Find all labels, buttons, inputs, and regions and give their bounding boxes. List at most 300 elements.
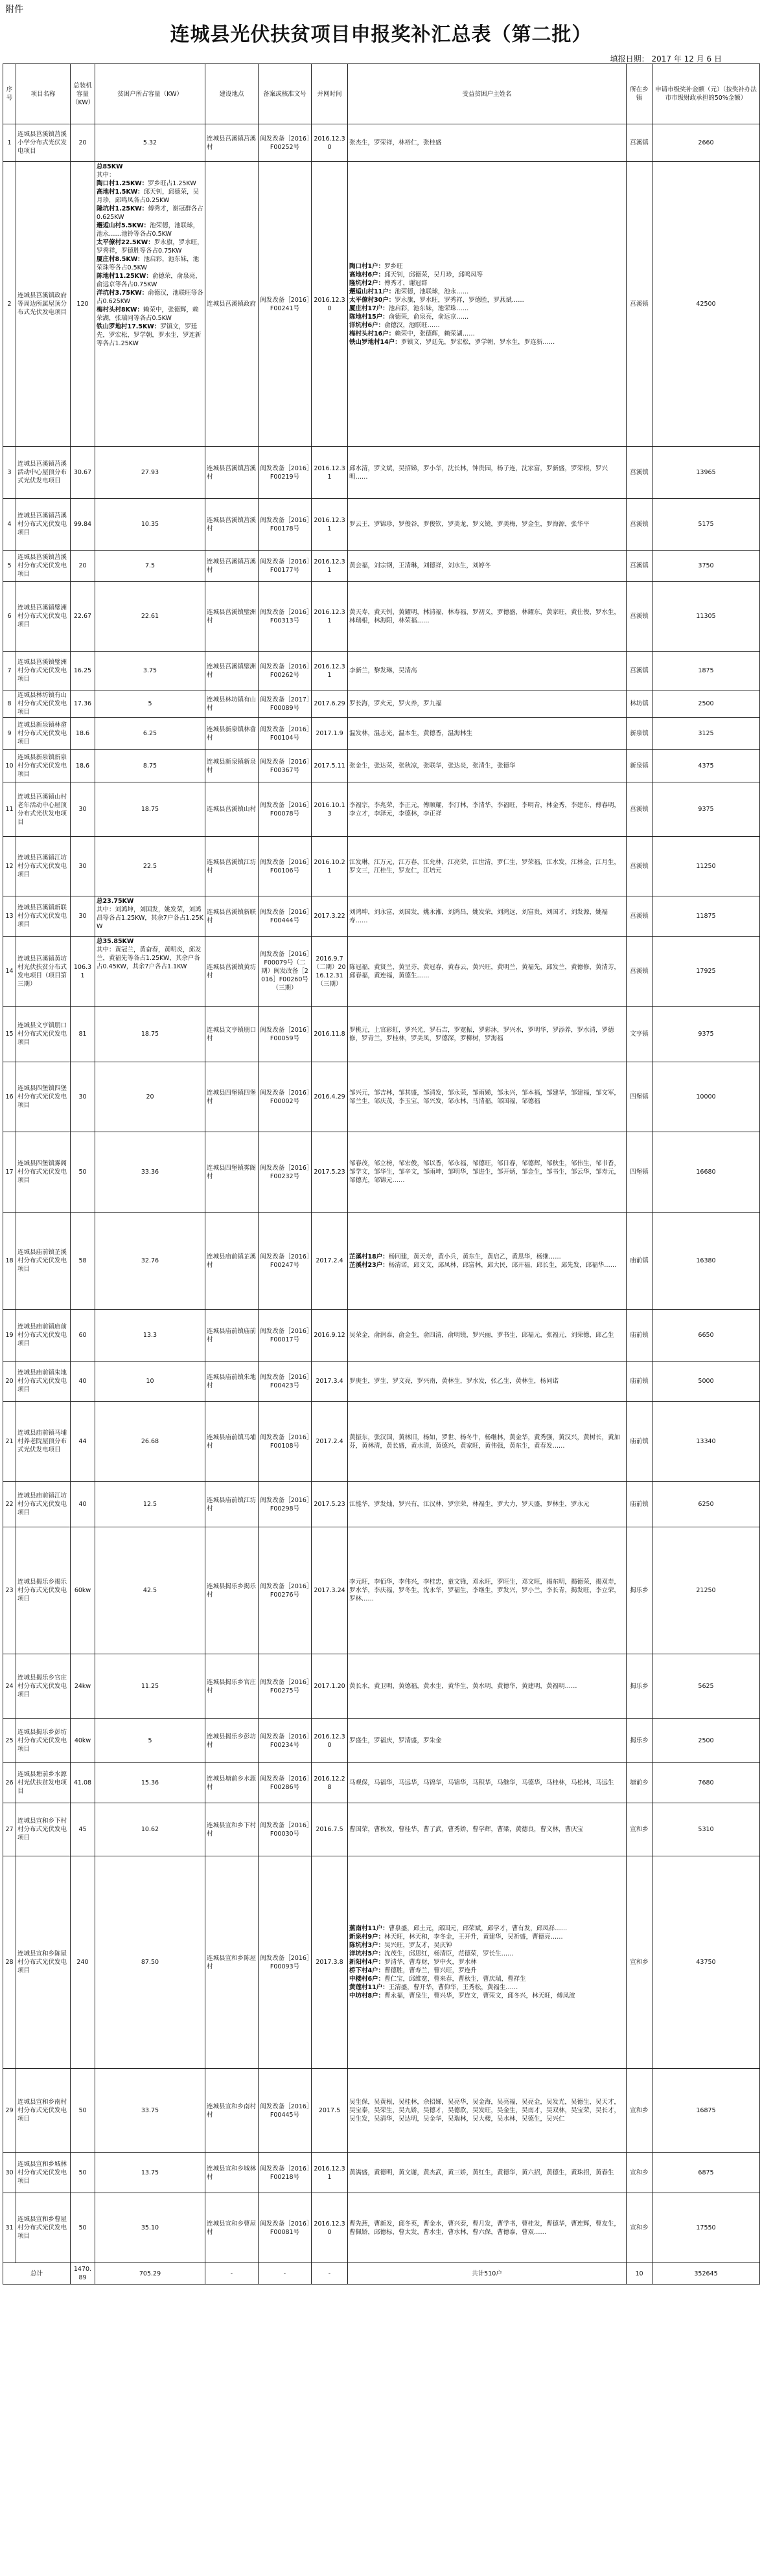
table-row — [3, 1213, 760, 1310]
cell-no: 6 — [3, 582, 16, 652]
cell-name: 连城县莒溪镇莒溪村分布式光伏发电项目 — [16, 499, 71, 551]
table-row — [3, 652, 760, 690]
cell-capacity: 16.25 — [71, 652, 95, 690]
rich-line — [349, 1253, 625, 1261]
table-row — [3, 1527, 760, 1654]
cell-no: 29 — [3, 2069, 16, 2153]
cell-filing: 闽发改备［2016］F00423号 — [259, 1362, 312, 1402]
cell-subsidy: 6650 — [652, 1310, 760, 1362]
cell-name: 连城县揭乐乡彭坊村分布式光伏发电项目 — [16, 1719, 71, 1763]
rich-line-text: 罗镇文，罗廷先，罗宏松，罗学朝，罗水生，罗连新等各占1.25KW — [97, 323, 202, 347]
cell-capacity: 50 — [71, 1132, 95, 1213]
cell-subsidy: 9375 — [652, 1007, 760, 1062]
cell-grid: 2016.10.13 — [312, 782, 348, 837]
rich-line — [97, 188, 203, 205]
cell-no: 11 — [3, 782, 16, 837]
cell-filing: 闽发改备［2016］F00093号 — [259, 1856, 312, 2069]
rich-line-text: 罗永旗，罗水旺，罗秀祥，罗德胜，罗燕斌…… — [395, 296, 524, 304]
cell-subsidy: 21250 — [652, 1527, 760, 1654]
table-row — [3, 162, 760, 447]
cell-subsidy: 9375 — [652, 782, 760, 837]
cell-name: 连城县庙前镇马埔村养老院屋顶分布式光伏发电项目 — [16, 1402, 71, 1482]
header-no: 序号 — [3, 64, 16, 124]
cell-capacity: 58 — [71, 1213, 95, 1310]
cell-town: 庙前镇 — [627, 1310, 652, 1362]
cell-town: 宣和乡 — [627, 1856, 652, 2069]
cell-subsidy: 43750 — [652, 1856, 760, 2069]
cell-site: 连城县莒溪镇莒溪村 — [205, 499, 259, 551]
cell-grid: 2017.5.23 — [312, 1132, 348, 1213]
rich-line-heading: 洋坑村6户： — [349, 321, 385, 329]
table-row — [3, 2069, 760, 2153]
cell-name: 连城县宣和乡城林村分布式光伏发电项目 — [16, 2153, 71, 2193]
cell-subsidy: 16380 — [652, 1213, 760, 1310]
cell-filing: 闽发改备［2016］F00241号 — [259, 162, 312, 447]
rich-line-heading: 铁山罗地村17.5KW： — [97, 323, 161, 330]
rich-line — [349, 271, 625, 279]
cell-subsidy: 2500 — [652, 1719, 760, 1763]
cell-capacity: 45 — [71, 1803, 95, 1856]
rich-line-heading: 总23.75KW — [97, 898, 134, 905]
rich-line-heading: 洋坑村3.75KW： — [97, 290, 148, 297]
cell-town: 揭乐乡 — [627, 1654, 652, 1719]
cell-capacity: 120 — [71, 162, 95, 447]
cell-share: 13.3 — [95, 1310, 205, 1362]
cell-subsidy: 11875 — [652, 896, 760, 937]
cell-households: 罗庚生，罗生，罗文亮，罗兴南，黄林生，罗水发，张乙生，黄林生，杨同诺 — [348, 1362, 627, 1402]
cell-share: 7.5 — [95, 551, 205, 582]
cell-no: 19 — [3, 1310, 16, 1362]
cell-town: 莒溪镇 — [627, 447, 652, 499]
table-row — [3, 124, 760, 162]
cell-share: 10.35 — [95, 499, 205, 551]
cell-site: 连城县莒溪镇莒溪村 — [205, 124, 259, 162]
cell-subsidy: 6250 — [652, 1482, 760, 1527]
cell-town: 莒溪镇 — [627, 582, 652, 652]
cell-site: 连城县宣和乡曹屋村 — [205, 2193, 259, 2263]
cell-grid: 2016.12.31 — [312, 582, 348, 652]
cell-grid: 2016.12.31 — [312, 499, 348, 551]
cell-name: 连城县四堡镇雾阁村分布式光伏发电项目 — [16, 1132, 71, 1213]
rich-line-text: 邱天钊，邱德荣，吴月珍，邱鸣凤等 — [384, 271, 483, 279]
cell-town: 莒溪镇 — [627, 782, 652, 837]
cell-households: 张金生，张达荣，张秋凉，张联华，张达炎，张清生，张德华 — [348, 750, 627, 782]
cell-name: 连城县莒溪镇莒溪活动中心屋顶分布式光伏发电项目 — [16, 447, 71, 499]
cell-no: 24 — [3, 1654, 16, 1719]
header-share: 贫困户所占容量（KW） — [95, 64, 205, 124]
table-row — [3, 1719, 760, 1763]
cell-name: 连城县莒溪镇山村老年活动中心屋顶分布式光伏发电项目 — [16, 782, 71, 837]
rich-line-text: 俞德荣，俞泉亮，俞远京等各占0.75KW — [97, 273, 202, 288]
table-row — [3, 1310, 760, 1362]
cell-subsidy: 5175 — [652, 499, 760, 551]
table-row — [3, 1132, 760, 1213]
cell-capacity: 60 — [71, 1310, 95, 1362]
cell-subsidy: 1875 — [652, 652, 760, 690]
cell-town: 庙前镇 — [627, 1213, 652, 1310]
cell-filing: 闽发改备［2016］F00234号 — [259, 1719, 312, 1763]
cell-subsidy: 5310 — [652, 1803, 760, 1856]
rich-line-text: 罗乡旺占1.25KW — [148, 180, 196, 187]
cell-name: 连城县莒溪镇黄坊村光伏扶贫分布式发电项目（项目第三期） — [16, 937, 71, 1007]
rich-line-heading: 陈地村11.25KW： — [97, 273, 152, 280]
cell-subsidy: 6875 — [652, 2153, 760, 2193]
cell-grid: 2017.5 — [312, 2069, 348, 2153]
cell-no: 16 — [3, 1062, 16, 1132]
cell-capacity: 20 — [71, 124, 95, 162]
rich-line-text: 吴兴旺，罗友才，吴庆钟 — [384, 1942, 452, 1949]
cell-households: 李元旺，李佰华，李伟兴，李桂忠，童文锋，邓永旺，罗旺生，邓文旺，揭东明，揭德荣，揭双寿，罗水华，李庆福，罗冬生，沈永华，罗福生，李继生，罗发兴，罗小兰，李长青，揭发旺，李立荣，罗林…… — [348, 1527, 627, 1654]
cell-filing: 闽发改备［2016］F00275号 — [259, 1654, 312, 1719]
cell-subsidy: 5000 — [652, 1362, 760, 1402]
rich-line — [97, 272, 203, 289]
cell-filing: 闽发改备［2016］F00232号 — [259, 1132, 312, 1213]
cell-capacity: 18.6 — [71, 750, 95, 782]
cell-subsidy: 16875 — [652, 2069, 760, 2153]
cell-name: 连城县新泉镇林畲村分布式光伏发电项目 — [16, 718, 71, 750]
cell-site: 连城县宣和乡下村村 — [205, 1803, 259, 1856]
cell-subsidy: 17550 — [652, 2193, 760, 2263]
total-label: 总计 — [3, 2263, 71, 2285]
cell-town: 新泉镇 — [627, 718, 652, 750]
cell-share — [95, 937, 205, 1007]
cell-households: 李福宗，李兆荣，李正元，傅顺耀，李汀林，李清华，李福旺，李明青，林金秀，李建东，傅春明，李立才，李泽元，李德林，李正祥 — [348, 782, 627, 837]
cell-name: 连城县文亨镇朋口村分布式光伏发电项目 — [16, 1007, 71, 1062]
table-row — [3, 582, 760, 652]
cell-no: 27 — [3, 1803, 16, 1856]
cell-grid: 2017.3.22 — [312, 896, 348, 937]
cell-site: 连城县莒溪镇江坊村 — [205, 837, 259, 896]
cell-no: 7 — [3, 652, 16, 690]
cell-grid: 2017.5.11 — [312, 750, 348, 782]
cell-town: 塘前乡 — [627, 1763, 652, 1803]
table-body — [3, 124, 760, 2263]
cell-share: 8.75 — [95, 750, 205, 782]
rich-line — [349, 330, 625, 338]
rich-line — [349, 262, 625, 271]
cell-grid: 2016.10.21 — [312, 837, 348, 896]
total-grid: - — [312, 2263, 348, 2285]
cell-capacity: 50 — [71, 2153, 95, 2193]
cell-site: 连城县莒溪镇莒溪村 — [205, 447, 259, 499]
rich-line-text: 其中：黄冠兰，黄奋春，黄明炎，邱发兰，黄福先等各占1.25KW，其余户各占0.45KW，其余7户各占1.1KW — [97, 946, 202, 970]
cell-grid: 2016.12.30 — [312, 2193, 348, 2263]
table-row — [3, 937, 760, 1007]
cell-share: 20 — [95, 1062, 205, 1132]
rich-line-text: 罗清华，曹寿财，罗中火，罗水林 — [384, 1959, 477, 1966]
cell-households: 马观保，马福华，马远华，马锦华，马锦华，马积华，马继华，马德华，马桂林，马松林，马远生 — [348, 1763, 627, 1803]
header-filing: 备案或核准文号 — [259, 64, 312, 124]
cell-town: 宣和乡 — [627, 1803, 652, 1856]
cell-site: 连城县揭乐乡官庄村 — [205, 1654, 259, 1719]
cell-name: 连城县莒溪镇新联村分布式光伏发电项目 — [16, 896, 71, 937]
cell-name: 连城县宣和乡下村村分布式光伏发电项目 — [16, 1803, 71, 1856]
page-title: 连城县光伏扶贫项目申报奖补汇总表（第二批） — [170, 23, 592, 46]
rich-line-text: 罗镇文，罗廷先，罗宏松，罗学朝，罗水生，罗连新…… — [400, 338, 555, 346]
table-row — [3, 447, 760, 499]
cell-households: 罗盛生，罗福庆，罗清盛，罗朱金 — [348, 1719, 627, 1763]
rich-line-heading: 太平僚村30户： — [349, 296, 395, 304]
cell-households: 邹春茂，邹立榜，邹宏俊，邹以香，邹永福，邹德旺，邹日春，邹德辉，邹秋生，邹伟生，邹书香，邹学文，邹华生，邹辛文，邹雨坤，邹明华，邹进生，邹开炳，邹金生，邹书生，邹云华，邹寿元，邹德光，邹锦元…… — [348, 1132, 627, 1213]
rich-line — [97, 163, 203, 171]
cell-no: 10 — [3, 750, 16, 782]
cell-town: 莒溪镇 — [627, 124, 652, 162]
cell-share: 5.32 — [95, 124, 205, 162]
cell-site: 连城县宣和乡城林村 — [205, 2153, 259, 2193]
cell-capacity: 240 — [71, 1856, 95, 2069]
cell-share: 33.75 — [95, 2069, 205, 2153]
cell-no: 20 — [3, 1362, 16, 1402]
cell-subsidy: 13965 — [652, 447, 760, 499]
cell-grid: 2017.1.9 — [312, 718, 348, 750]
rich-line-heading: 梅村头村8KW： — [97, 306, 143, 313]
cell-name: 连城县塘前乡水源村光伏扶贫发电项目 — [16, 1763, 71, 1803]
cell-share: 35.10 — [95, 2193, 205, 2263]
rich-line-text: 池荣德，池联球，池永……池铃等各占0.5KW — [97, 222, 200, 238]
table-row — [3, 1654, 760, 1719]
header-grid: 并网时间 — [312, 64, 348, 124]
table-row — [3, 1062, 760, 1132]
rich-line-heading: 隆坑村2户： — [349, 279, 385, 287]
rich-line-heading: 陈坑村3户： — [349, 1942, 385, 1949]
cell-no: 15 — [3, 1007, 16, 1062]
rich-line-heading: 中坊村8户： — [349, 1992, 385, 2000]
cell-site: 连城县莒溪镇莒溪村 — [205, 551, 259, 582]
cell-site: 连城县庙前镇朱地村 — [205, 1362, 259, 1402]
rich-line-text: 俞德荣，俞泉亮，俞远京…… — [388, 313, 469, 321]
rich-line — [97, 179, 203, 188]
cell-grid: 2016.12.31 — [312, 652, 348, 690]
rich-line-text: 林天旺，林天和，李冬金，王开升，黄建华，吴祈盛，曹德亮…… — [384, 1933, 563, 1941]
rich-line-text: 杨清诺，邱文文，邱凤林，邱富林，邱大民，邱开福，邱长生，邱先发，邱福华…… — [388, 1261, 617, 1269]
rich-line-heading: 梅村头村16户： — [349, 330, 395, 337]
table-row — [3, 2193, 760, 2263]
cell-filing: 闽发改备［2016］F00367号 — [259, 750, 312, 782]
rich-line — [349, 1958, 625, 1966]
cell-grid: 2017.3.8 — [312, 1856, 348, 2069]
table-row — [3, 837, 760, 896]
rich-line-heading: 陶口村1.25KW： — [97, 180, 148, 187]
cell-filing: 闽发改备［2016］F00252号 — [259, 124, 312, 162]
table-row — [3, 690, 760, 718]
rich-line-heading: 芷溪村23户： — [349, 1261, 389, 1269]
cell-no: 9 — [3, 718, 16, 750]
header-site: 建设地点 — [205, 64, 259, 124]
rich-line-heading: 厦庄村8.5KW： — [97, 256, 144, 263]
cell-filing: 闽发改备［2017］F00089号 — [259, 690, 312, 718]
table-row — [3, 1402, 760, 1482]
cell-name: 连城县莒溪镇璧洲村分布式光伏发电项目 — [16, 582, 71, 652]
cell-share: 27.93 — [95, 447, 205, 499]
cell-capacity: 81 — [71, 1007, 95, 1062]
cell-capacity: 40 — [71, 1362, 95, 1402]
rich-line-text: 其中： — [97, 172, 115, 179]
rich-line — [349, 1924, 625, 1933]
table-row — [3, 1763, 760, 1803]
rich-line-text: 赖荣中，张德辉，赖荣湖…… — [395, 330, 475, 337]
header-subsidy: 申请市级奖补金额（元）（按奖补办法市市级财政承担的50%金额） — [652, 64, 760, 124]
cell-share: 5 — [95, 690, 205, 718]
cell-share — [95, 162, 205, 447]
cell-share: 42.5 — [95, 1527, 205, 1654]
cell-share — [95, 896, 205, 937]
table-row — [3, 1803, 760, 1856]
cell-households: 曹国荣，曹秋发，曹桂华，曹了武，曹秀娇，曹学辉，曹梁，黄德良，曹文林，曹庆宝 — [348, 1803, 627, 1856]
cell-households — [348, 1856, 627, 2069]
cell-subsidy: 42500 — [652, 162, 760, 447]
cell-share: 87.50 — [95, 1856, 205, 2069]
cell-filing: 闽发改备［2016］F00081号 — [259, 2193, 312, 2263]
cell-no: 22 — [3, 1482, 16, 1527]
cell-no: 8 — [3, 690, 16, 718]
rich-line — [97, 937, 203, 946]
cell-site: 连城县莒溪镇政府 — [205, 162, 259, 447]
cell-town: 莒溪镇 — [627, 162, 652, 447]
cell-grid: 2017.6.29 — [312, 690, 348, 718]
cell-share: 26.68 — [95, 1402, 205, 1482]
cell-filing: 闽发改备［2016］F00106号 — [259, 837, 312, 896]
table-row — [3, 750, 760, 782]
header-households: 受益贫困户主姓名 — [348, 64, 627, 124]
table-row — [3, 1856, 760, 2069]
cell-filing: 闽发改备［2016］F00276号 — [259, 1527, 312, 1654]
rich-line-heading: 蕉南村11户： — [349, 1925, 389, 1932]
rich-line-heading: 黄莲村11户： — [349, 1984, 389, 1991]
rich-line — [97, 289, 203, 306]
cell-capacity: 30 — [71, 837, 95, 896]
cell-site: 连城县庙前镇芷溪村 — [205, 1213, 259, 1310]
cell-share: 5 — [95, 1719, 205, 1763]
cell-town: 文亨镇 — [627, 1007, 652, 1062]
rich-line-heading: 厦庄村17户： — [349, 304, 389, 312]
cell-no: 30 — [3, 2153, 16, 2193]
cell-share: 10 — [95, 1362, 205, 1402]
cell-filing: 闽发改备［2016］F00108号 — [259, 1402, 312, 1482]
cell-households: 李新兰，黎发琳，吴清高 — [348, 652, 627, 690]
rich-line-heading: 芷溪村18户： — [349, 1253, 389, 1260]
rich-line-heading: 洋坑村5户： — [349, 1950, 385, 1957]
rich-line-heading: 总85KW — [97, 163, 123, 170]
rich-line-heading: 铁山罗地村14户： — [349, 338, 401, 346]
cell-site: 连城县文亨镇朋口村 — [205, 1007, 259, 1062]
cell-no: 3 — [3, 447, 16, 499]
cell-site: 连城县宣和乡南村村 — [205, 2069, 259, 2153]
cell-name: 连城县四堡镇四堡村分布式光伏发电项目 — [16, 1062, 71, 1132]
cell-no: 14 — [3, 937, 16, 1007]
cell-no: 5 — [3, 551, 16, 582]
cell-subsidy: 10000 — [652, 1062, 760, 1132]
rich-line — [97, 906, 203, 931]
cell-subsidy: 4375 — [652, 750, 760, 782]
cell-filing: 闽发改备［2016］F00104号 — [259, 718, 312, 750]
cell-share: 32.76 — [95, 1213, 205, 1310]
cell-share: 13.75 — [95, 2153, 205, 2193]
cell-capacity: 106.31 — [71, 937, 95, 1007]
rich-line-text: 池启彩，池东妹，池荣珠…… — [388, 304, 469, 312]
cell-share: 10.62 — [95, 1803, 205, 1856]
rich-line — [97, 255, 203, 272]
cell-capacity: 17.36 — [71, 690, 95, 718]
rich-line-heading: 高地村6户： — [349, 271, 385, 279]
cell-households: 邱水清，罗文斌，吴招娣，罗小华，沈长林，钟贵园，杨子连，沈家富，罗新盛，罗荣根，罗兴明…… — [348, 447, 627, 499]
cell-subsidy: 7680 — [652, 1763, 760, 1803]
cell-grid: 2016.12.28 — [312, 1763, 348, 1803]
cell-town: 揭乐乡 — [627, 1527, 652, 1654]
rich-line-heading: 邂逅山村11户： — [349, 288, 395, 295]
rich-line-heading: 中楼村6户： — [349, 1976, 385, 1983]
cell-no: 17 — [3, 1132, 16, 1213]
cell-site: 连城县庙前镇庙前村 — [205, 1310, 259, 1362]
cell-no: 12 — [3, 837, 16, 896]
cell-capacity: 18.6 — [71, 718, 95, 750]
cell-grid: 2017.1.20 — [312, 1654, 348, 1719]
cell-site: 连城县宣和乡陈屋村 — [205, 1856, 259, 2069]
rich-line — [349, 1992, 625, 2000]
cell-households: 张杰生，罗荣祥，林裕仁，张桂盛 — [348, 124, 627, 162]
cell-households: 邹兴元，邹吉林，邹其盛，邹清发，邹永荣，邹雨娣，邹永兴，邹本福，邹建华，邹建福，邹文军，邹兰生，邹庆茂，李玉宝，邹兴发，邹永林，马清福，邹国福，邹德福 — [348, 1062, 627, 1132]
rich-line-text: 王清盛，曹开华，曹仰华，王秀松，黄福生…… — [388, 1984, 518, 1991]
table-row — [3, 896, 760, 937]
cell-households: 江发琳，江万元，江万春，江允林，江亮荣，江世清，罗仁生，罗荣福，江水发，江林金，江月生，罗文三，江桂生，罗友仁，江培元 — [348, 837, 627, 896]
rich-line — [97, 946, 203, 971]
rich-line — [349, 321, 625, 330]
cell-filing: 闽发改备［2016］F00178号 — [259, 499, 312, 551]
cell-town: 莒溪镇 — [627, 652, 652, 690]
cell-site: 连城县四堡镇雾阁村 — [205, 1132, 259, 1213]
cell-town: 莒溪镇 — [627, 837, 652, 896]
cell-grid: 2016.12.30 — [312, 1719, 348, 1763]
rich-line-heading: 太平僚村22.5KW： — [97, 239, 154, 246]
cell-no: 21 — [3, 1402, 16, 1482]
cell-no: 13 — [3, 896, 16, 937]
rich-line — [349, 1975, 625, 1983]
cell-households: 黄长水，黄卫明，黄德福，黄水生，黄华生，黄水明，黄德华，黄建明，黄福明…… — [348, 1654, 627, 1719]
rich-line — [349, 1983, 625, 1992]
rich-line — [349, 304, 625, 313]
rich-line — [97, 205, 203, 222]
rich-line — [349, 288, 625, 296]
total-town: 10 — [627, 2263, 652, 2285]
cell-no: 25 — [3, 1719, 16, 1763]
cell-capacity: 30 — [71, 896, 95, 937]
cell-grid: 2016.12.30 — [312, 124, 348, 162]
cell-filing: 闽发改备［2016］F00247号 — [259, 1213, 312, 1310]
cell-capacity: 50 — [71, 2193, 95, 2263]
cell-subsidy: 2660 — [652, 124, 760, 162]
cell-capacity: 24kw — [71, 1654, 95, 1719]
cell-filing: 闽发改备［2016］F00177号 — [259, 551, 312, 582]
cell-grid: 2016.9.12 — [312, 1310, 348, 1362]
cell-capacity: 40kw — [71, 1719, 95, 1763]
cell-grid: 2017.3.24 — [312, 1527, 348, 1654]
table-row — [3, 718, 760, 750]
cell-town: 庙前镇 — [627, 1402, 652, 1482]
rich-line-heading: 陶口村1户： — [349, 262, 385, 270]
rich-line-text: 曹仁宝，邱维宽，曹来春，曹秋生，曹庆瑞，曹祥生 — [384, 1976, 526, 1983]
rich-line-heading: 总35.85KW — [97, 938, 134, 945]
cell-site: 连城县塘前乡水源村 — [205, 1763, 259, 1803]
cell-grid: 2016.12.30 — [312, 162, 348, 447]
cell-households — [348, 162, 627, 447]
cell-share: 6.25 — [95, 718, 205, 750]
cell-households: 罗云王，罗锦珍，罗俊谷，罗俊钦，罗美龙，罗义镜，罗美梅，罗金生，罗海源，张华平 — [348, 499, 627, 551]
cell-capacity: 30.67 — [71, 447, 95, 499]
rich-line — [349, 313, 625, 321]
cell-no: 23 — [3, 1527, 16, 1654]
total-households: 共计510户 — [348, 2263, 627, 2285]
cell-town: 庙前镇 — [627, 1362, 652, 1402]
cell-site: 连城县莒溪镇璧洲村 — [205, 652, 259, 690]
